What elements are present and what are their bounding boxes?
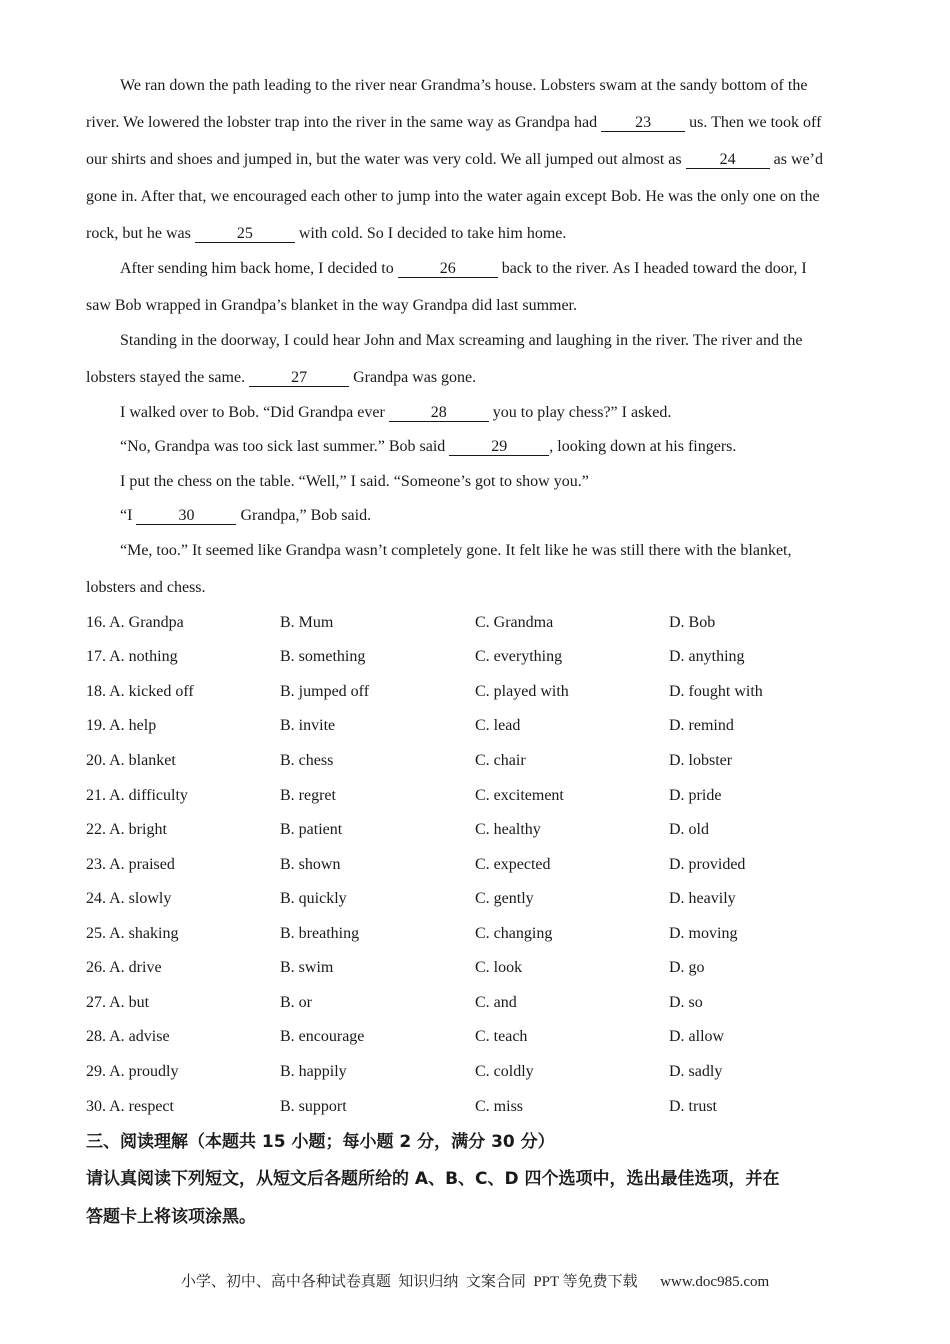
option-d: D. moving <box>669 925 738 942</box>
blank-29: 29 <box>449 438 549 456</box>
passage-line: We ran down the path leading to the river near Grandma’s house. Lobsters swam at the sandy bottom of the <box>120 77 808 94</box>
passage-line: our shirts and shoes and jumped in, but the water was very cold. We all jumped out almost as 24 as we’d <box>86 151 823 168</box>
option-c: C. coldly <box>475 1063 534 1080</box>
option-d: D. pride <box>669 787 722 804</box>
option-c: C. gently <box>475 890 534 907</box>
passage-line: “No, Grandpa was too sick last summer.” Bob said 29 , looking down at his fingers. <box>120 438 737 455</box>
blank-28: 28 <box>389 404 489 422</box>
passage-line: “I 30 Grandpa,” Bob said. <box>120 507 372 524</box>
option-c: C. excitement <box>475 787 564 804</box>
option-d: D. allow <box>669 1028 725 1045</box>
option-d: D. old <box>669 821 709 838</box>
option-c: C. miss <box>475 1098 524 1115</box>
option-d: D. lobster <box>669 752 733 769</box>
section-instruction: 请认真阅读下列短文，从短文后各题所给的 A、B、C、D 四个选项中，选出最佳选项，并在 <box>86 1169 780 1189</box>
option-a: 27. A. but <box>86 994 150 1011</box>
blank-23: 23 <box>601 114 685 132</box>
option-a: 19. A. help <box>86 717 157 734</box>
option-b: B. patient <box>280 821 343 838</box>
option-c: C. healthy <box>475 821 541 838</box>
passage-line: gone in. After that, we encouraged each other to jump into the water again except Bob. He was the only one on the <box>86 188 820 205</box>
option-b: B. quickly <box>280 890 347 907</box>
option-a: 16. A. Grandpa <box>86 614 184 631</box>
passage-line: I walked over to Bob. “Did Grandpa ever 28 you to play chess?” I asked. <box>120 404 672 421</box>
passage-line: After sending him back home, I decided to 26 back to the river. As I headed toward the door, I <box>120 260 807 277</box>
option-d: D. Bob <box>669 614 716 631</box>
option-c: C. look <box>475 959 523 976</box>
option-c: C. changing <box>475 925 553 942</box>
option-c: C. expected <box>475 856 551 873</box>
option-d: D. so <box>669 994 703 1011</box>
option-a: 20. A. blanket <box>86 752 176 769</box>
passage-line: Standing in the doorway, I could hear John and Max screaming and laughing in the river. The river and the <box>120 332 803 349</box>
option-b: B. or <box>280 994 312 1011</box>
page-footer: 小学、初中、高中各种试卷真题 知识归纳 文案合同 PPT 等免费下载 www.doc985.com <box>180 1274 770 1290</box>
option-a: 28. A. advise <box>86 1028 170 1045</box>
option-c: C. teach <box>475 1028 528 1045</box>
section-instruction: 答题卡上将该项涂黑。 <box>86 1207 256 1227</box>
option-b: B. breathing <box>280 925 360 942</box>
option-d: D. sadly <box>669 1063 723 1080</box>
passage-line: lobsters stayed the same. 27 Grandpa was gone. <box>86 369 477 386</box>
option-b: B. regret <box>280 787 336 804</box>
option-b: B. support <box>280 1098 347 1115</box>
option-c: C. lead <box>475 717 521 734</box>
section-heading: 三、阅读理解（本题共 15 小题；每小题 2 分，满分 30 分） <box>86 1132 555 1152</box>
passage-line: I put the chess on the table. “Well,” I said. “Someone’s got to show you.” <box>120 473 589 490</box>
passage-line: lobsters and chess. <box>86 579 206 596</box>
option-c: C. everything <box>475 648 563 665</box>
option-b: B. shown <box>280 856 341 873</box>
option-d: D. heavily <box>669 890 736 907</box>
option-c: C. Grandma <box>475 614 554 631</box>
option-b: B. happily <box>280 1063 347 1080</box>
option-d: D. go <box>669 959 705 976</box>
option-a: 18. A. kicked off <box>86 683 194 700</box>
option-b: B. jumped off <box>280 683 370 700</box>
passage-line: rock, but he was 25 with cold. So I decided to take him home. <box>86 225 567 242</box>
option-d: D. remind <box>669 717 734 734</box>
option-a: 21. A. difficulty <box>86 787 188 804</box>
blank-30: 30 <box>136 507 236 525</box>
option-c: C. and <box>475 994 517 1011</box>
option-b: B. something <box>280 648 366 665</box>
passage-line: “Me, too.” It seemed like Grandpa wasn’t completely gone. It felt like he was still there with the blanket, <box>120 542 792 559</box>
option-a: 22. A. bright <box>86 821 167 838</box>
option-a: 25. A. shaking <box>86 925 179 942</box>
option-b: B. chess <box>280 752 334 769</box>
blank-26: 26 <box>398 260 498 278</box>
option-a: 26. A. drive <box>86 959 162 976</box>
option-a: 30. A. respect <box>86 1098 174 1115</box>
option-b: B. encourage <box>280 1028 365 1045</box>
option-d: D. fought with <box>669 683 763 700</box>
option-a: 17. A. nothing <box>86 648 178 665</box>
option-a: 29. A. proudly <box>86 1063 179 1080</box>
blank-24: 24 <box>686 151 770 169</box>
option-c: C. played with <box>475 683 569 700</box>
option-d: D. provided <box>669 856 746 873</box>
option-d: D. anything <box>669 648 745 665</box>
passage-line: saw Bob wrapped in Grandpa’s blanket in the way Grandpa did last summer. <box>86 297 577 314</box>
blank-27: 27 <box>249 369 349 387</box>
option-a: 23. A. praised <box>86 856 175 873</box>
option-b: B. swim <box>280 959 334 976</box>
option-a: 24. A. slowly <box>86 890 172 907</box>
option-c: C. chair <box>475 752 526 769</box>
passage-line: river. We lowered the lobster trap into the river in the same way as Grandpa had 23 us. Then we took off <box>86 114 822 131</box>
blank-25: 25 <box>195 225 295 243</box>
option-b: B. Mum <box>280 614 334 631</box>
option-d: D. trust <box>669 1098 717 1115</box>
option-b: B. invite <box>280 717 336 734</box>
